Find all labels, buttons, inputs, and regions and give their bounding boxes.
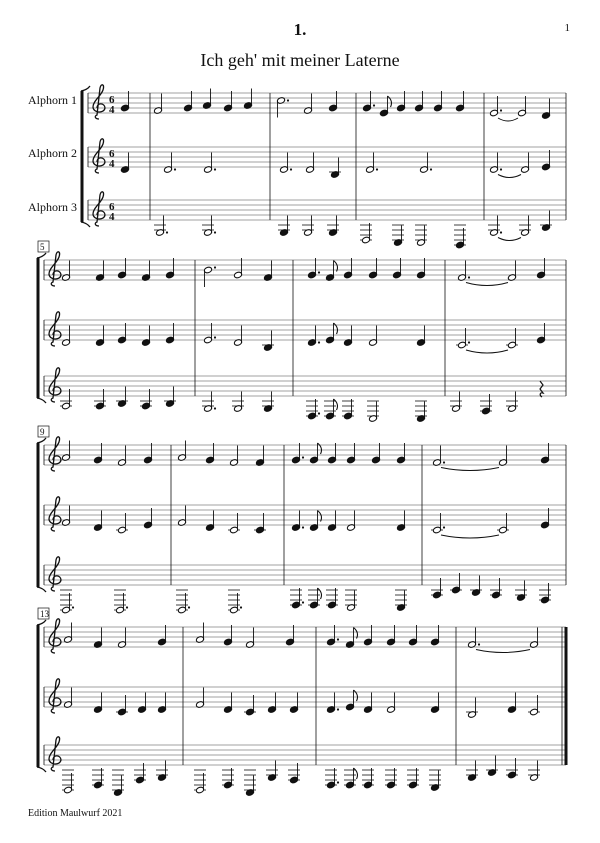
augmentation-dot (337, 638, 339, 640)
publisher-footer: Edition Maulwurf 2021 (28, 808, 123, 819)
augmentation-dot (443, 461, 445, 463)
augmentation-dot (240, 606, 242, 608)
time-signature-bottom: 4 (109, 211, 115, 223)
staff-1-1 (88, 85, 566, 121)
tie (498, 118, 518, 121)
instrument-label-alphorn-2: Alphorn 2 (28, 146, 77, 160)
time-signature-bottom: 4 (109, 158, 115, 170)
staff-1-2 (88, 139, 566, 179)
augmentation-dot (126, 606, 128, 608)
measure-number: 5 (40, 242, 45, 252)
treble-clef-icon (49, 557, 61, 591)
treble-clef-icon (49, 619, 61, 653)
treble-clef-icon (93, 192, 105, 226)
augmentation-dot (443, 526, 445, 528)
staff-2-3 (44, 368, 566, 423)
augmentation-dot (302, 526, 304, 528)
treble-clef-icon (49, 368, 61, 402)
augmentation-dot (318, 341, 320, 343)
treble-clef-icon (93, 139, 105, 173)
staff-3-2 (44, 497, 566, 538)
augmentation-dot (174, 168, 176, 170)
augmentation-dot (214, 231, 216, 233)
augmentation-dot (287, 99, 289, 101)
bracket-hook-top (37, 253, 46, 258)
system-1 (81, 85, 566, 249)
augmentation-dot (500, 231, 502, 233)
treble-clef-icon (49, 679, 61, 713)
augmentation-dot (337, 708, 339, 710)
measure-number: 13 (40, 609, 49, 619)
augmentation-dot (376, 168, 378, 170)
augmentation-dot (214, 336, 216, 338)
treble-clef-icon (49, 252, 61, 286)
augmentation-dot (72, 606, 74, 608)
treble-clef-icon (49, 737, 61, 771)
tie (498, 238, 521, 241)
bracket-hook-top (37, 620, 46, 625)
augmentation-dot (430, 168, 432, 170)
augmentation-dot (373, 104, 375, 106)
note-flag (354, 690, 358, 701)
page-number: 1 (564, 22, 570, 34)
staff-2-2 (44, 312, 566, 353)
time-signature-top: 6 (109, 94, 115, 106)
note-flag (388, 96, 392, 107)
tie (466, 283, 508, 286)
augmentation-dot (318, 271, 320, 273)
augmentation-dot (468, 276, 470, 278)
augmentation-dot (302, 601, 304, 603)
augmentation-dot (500, 168, 502, 170)
note-flag (318, 443, 322, 454)
augmentation-dot (500, 109, 502, 111)
system-4 (37, 608, 566, 796)
treble-clef-icon (49, 312, 61, 346)
tie (476, 650, 530, 653)
instrument-label-alphorn-3: Alphorn 3 (28, 200, 77, 214)
time-signature-bottom: 4 (109, 104, 115, 116)
augmentation-dot (302, 456, 304, 458)
staff-3-1 (44, 437, 566, 471)
treble-clef-icon (49, 437, 61, 471)
bracket-hook-bottom (81, 222, 90, 227)
time-signature-top: 6 (109, 148, 115, 160)
quarter-rest-icon (540, 381, 543, 397)
augmentation-dot (166, 231, 168, 233)
augmentation-dot (290, 168, 292, 170)
augmentation-dot (214, 266, 216, 268)
piece-title: Ich geh' mit meiner Laterne (200, 50, 400, 70)
staff-4-3 (44, 737, 566, 797)
augmentation-dot (468, 341, 470, 343)
treble-clef-icon (93, 85, 105, 119)
staff-2-1 (44, 252, 566, 287)
augmentation-dot (214, 407, 216, 409)
tie (441, 535, 499, 538)
piece-number: 1. (293, 20, 307, 39)
bracket-hook-bottom (37, 398, 46, 403)
time-signature-top: 6 (109, 201, 115, 213)
augmentation-dot (318, 412, 320, 414)
staff-4-1 (44, 619, 566, 653)
bracket-hook-bottom (37, 587, 46, 592)
system-3 (37, 426, 566, 614)
bracket-hook-top (81, 86, 90, 91)
note-flag (334, 323, 338, 334)
measure-number: 9 (40, 427, 45, 437)
staff-1-3 (88, 192, 566, 249)
augmentation-dot (337, 781, 339, 783)
system-2 (37, 241, 566, 422)
bracket-hook-bottom (37, 767, 46, 772)
tie (441, 468, 499, 471)
staff-4-2 (44, 679, 566, 719)
tie (498, 175, 521, 178)
augmentation-dot (214, 168, 216, 170)
augmentation-dot (478, 643, 480, 645)
tie (466, 350, 508, 353)
bracket-hook-top (37, 438, 46, 443)
augmentation-dot (188, 606, 190, 608)
staff-3-3 (44, 557, 566, 614)
treble-clef-icon (49, 497, 61, 531)
instrument-label-alphorn-1: Alphorn 1 (28, 93, 77, 107)
